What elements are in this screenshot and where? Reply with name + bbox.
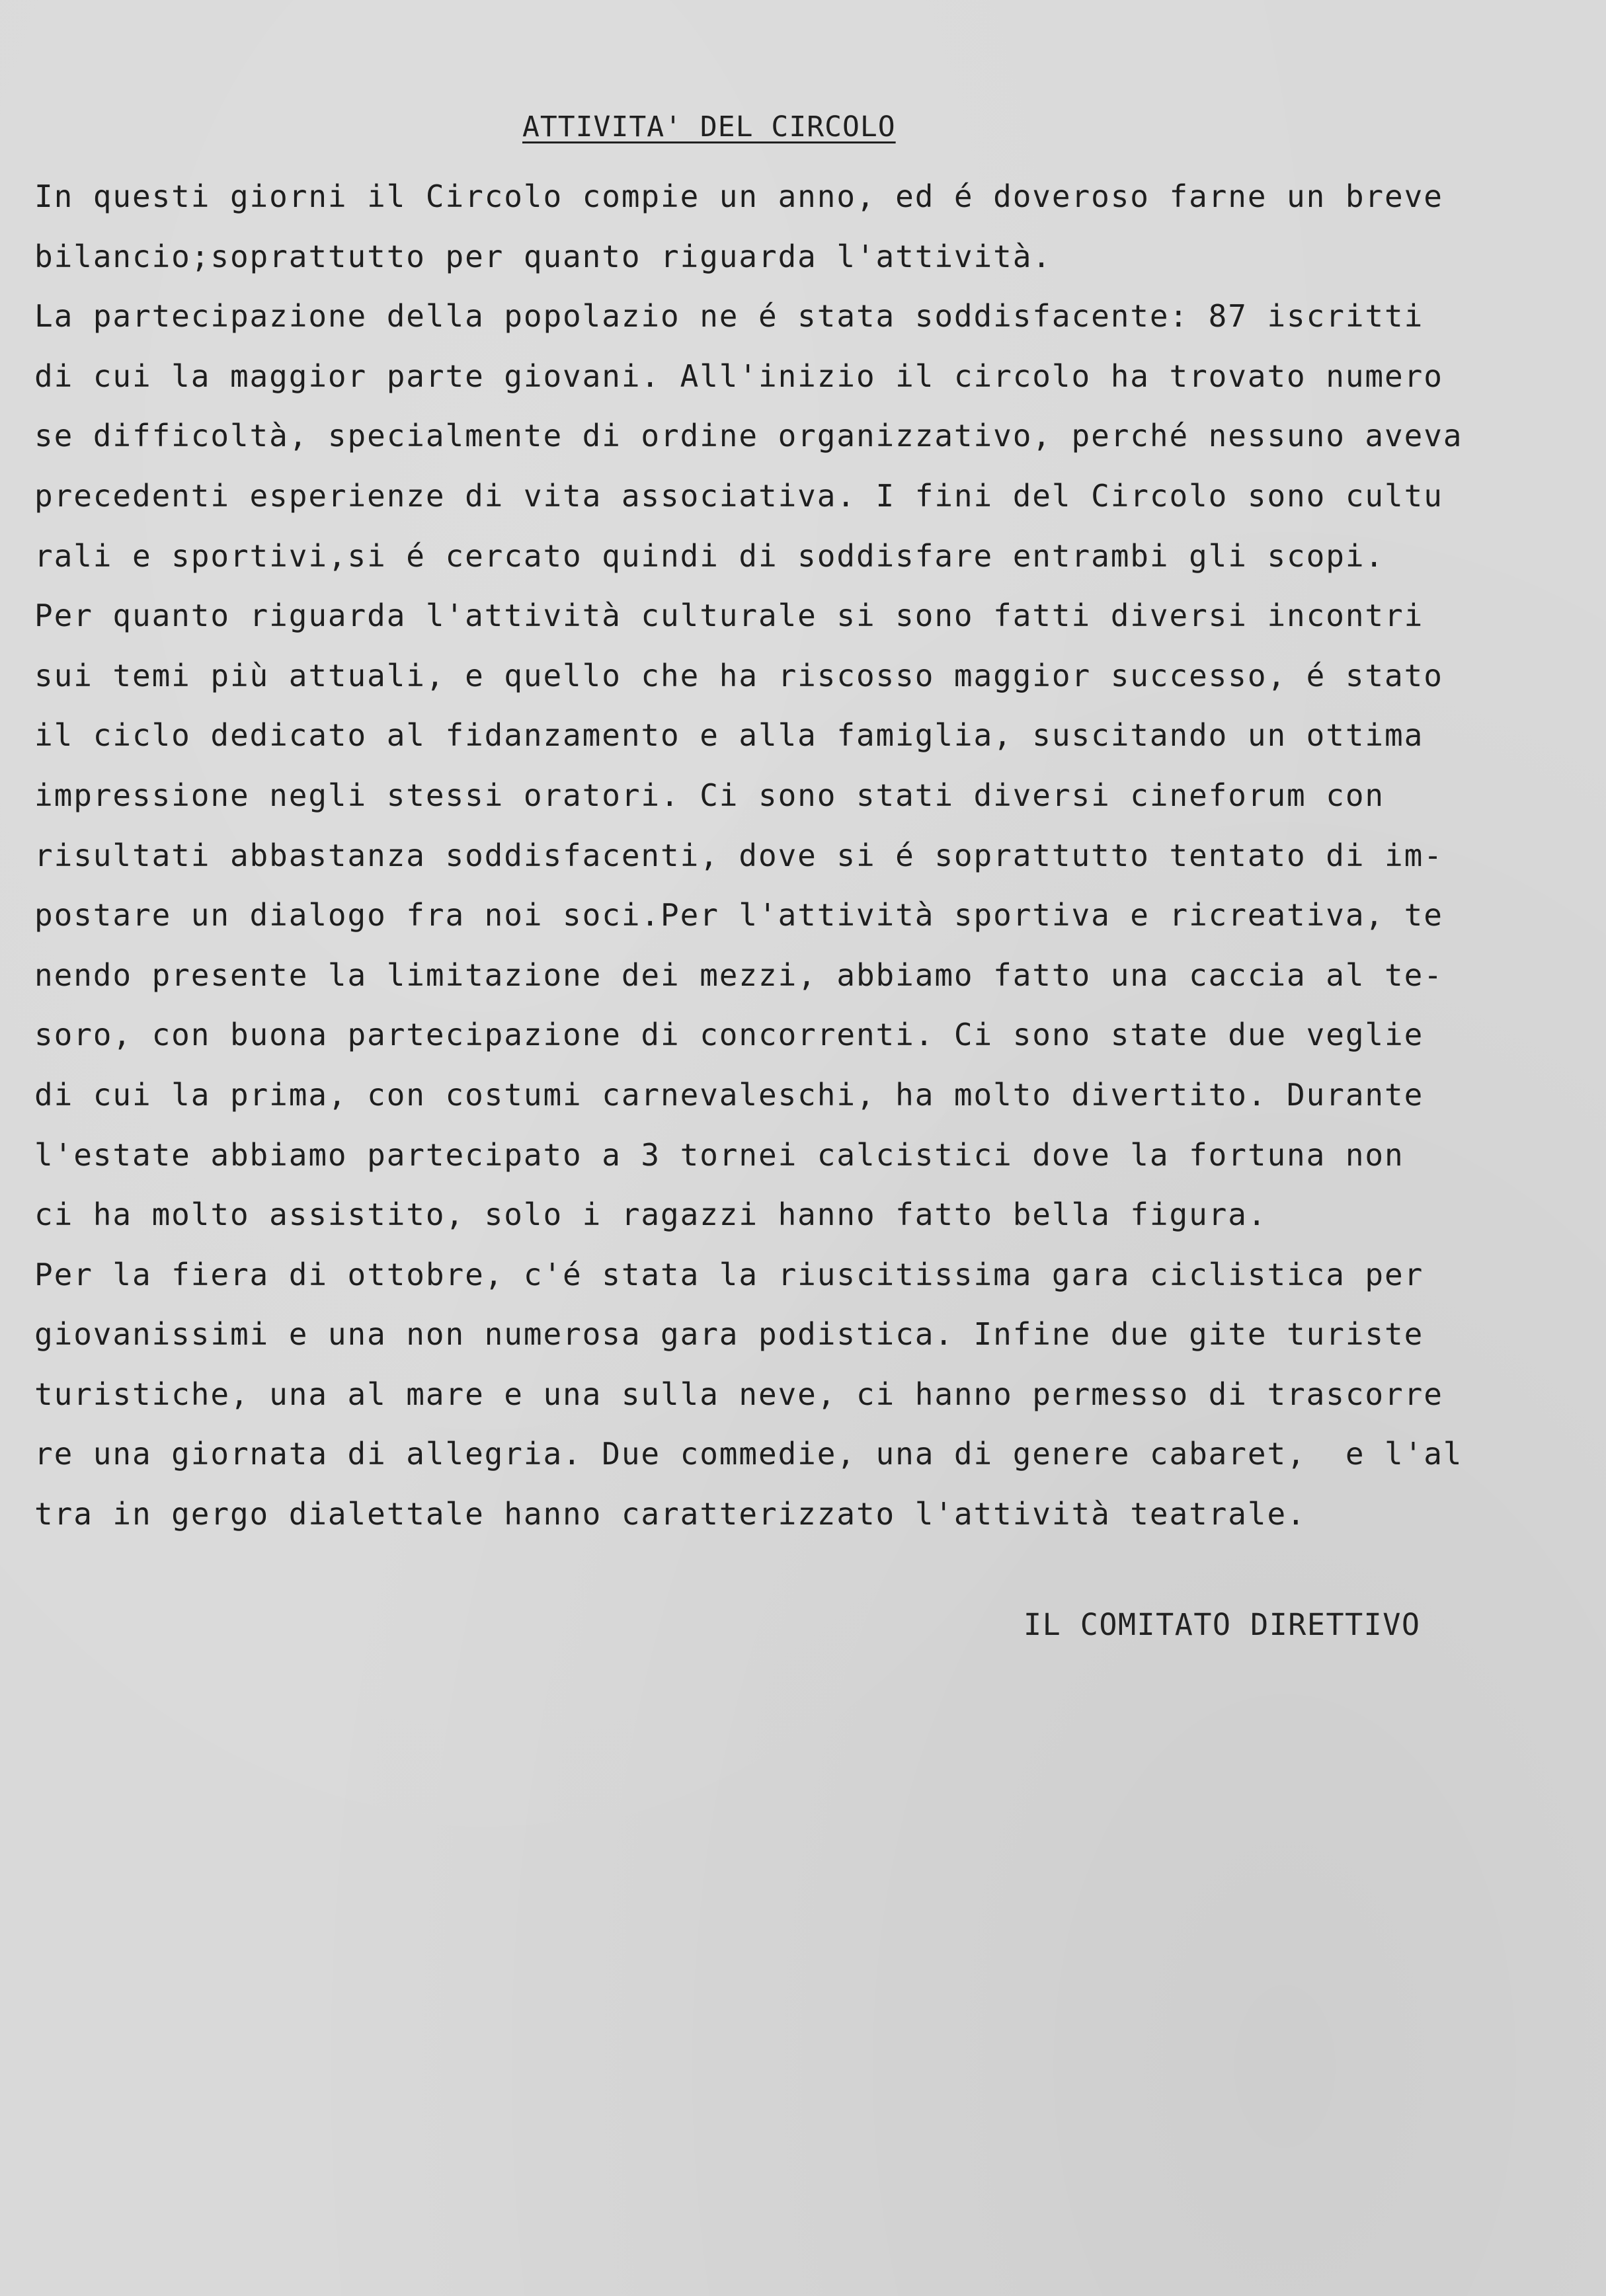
body-line: precedenti esperienze di vita associativa. I fini del Circolo sono cultu — [34, 477, 1443, 514]
body-line: soro, con buona partecipazione di concorrenti. Ci sono state due veglie — [34, 1017, 1424, 1053]
body-line: ci ha molto assistito, solo i ragazzi hanno fatto bella figura. — [34, 1197, 1267, 1233]
body-line: rali e sportivi,si é cercato quindi di soddisfare entrambi gli scopi. — [34, 537, 1385, 574]
body-line: turistiche, una al mare e una sulla neve, ci hanno permesso di trascorre — [34, 1376, 1443, 1412]
body-line: giovanissimi e una non numerosa gara podistica. Infine due gite turiste — [34, 1316, 1424, 1353]
body-line: l'estate abbiamo partecipato a 3 tornei calcistici dove la fortuna non — [34, 1136, 1404, 1173]
body-line: impressione negli stessi oratori. Ci sono stati diversi cineforum con — [34, 777, 1385, 813]
body-line: La partecipazione della popolazio ne é stata soddisfacente: 87 iscritti — [34, 298, 1424, 335]
body-line: di cui la maggior parte giovani. All'inizio il circolo ha trovato numero — [34, 358, 1443, 394]
body-line: risultati abbastanza soddisfacenti, dove si é soprattutto tentato di im- — [34, 837, 1443, 873]
body-line: postare un dialogo fra noi soci.Per l'attività sportiva e ricreativa, te — [34, 897, 1443, 933]
body-line: bilancio;soprattutto per quanto riguarda l'attività. — [34, 238, 1052, 274]
document-title: ATTIVITA' DEL CIRCOLO — [522, 110, 896, 143]
signature: IL COMITATO DIRETTIVO — [1024, 1607, 1421, 1642]
body-line: Per la fiera di ottobre, c'é stata la riuscitissima gara ciclistica per — [34, 1256, 1424, 1292]
body-line: Per quanto riguarda l'attività culturale si sono fatti diversi incontri — [34, 598, 1424, 634]
body-line: sui temi più attuali, e quello che ha riscosso maggior successo, é stato — [34, 657, 1443, 693]
body-line: se difficoltà, specialmente di ordine organizzativo, perché nessuno aveva — [34, 418, 1463, 454]
body-line: tra in gergo dialettale hanno caratterizzato l'attività teatrale. — [34, 1496, 1306, 1532]
body-line: In questi giorni il Circolo compie un anno, ed é doveroso farne un breve — [34, 178, 1443, 214]
document-body — [34, 167, 1582, 1544]
body-line: re una giornata di allegria. Due commedie, una di genere cabaret, e l'al — [34, 1436, 1463, 1472]
body-line: il ciclo dedicato al fidanzamento e alla famiglia, suscitando un ottima — [34, 717, 1424, 754]
body-line: nendo presente la limitazione dei mezzi, abbiamo fatto una caccia al te- — [34, 957, 1443, 993]
body-line: di cui la prima, con costumi carnevaleschi, ha molto divertito. Durante — [34, 1076, 1424, 1113]
